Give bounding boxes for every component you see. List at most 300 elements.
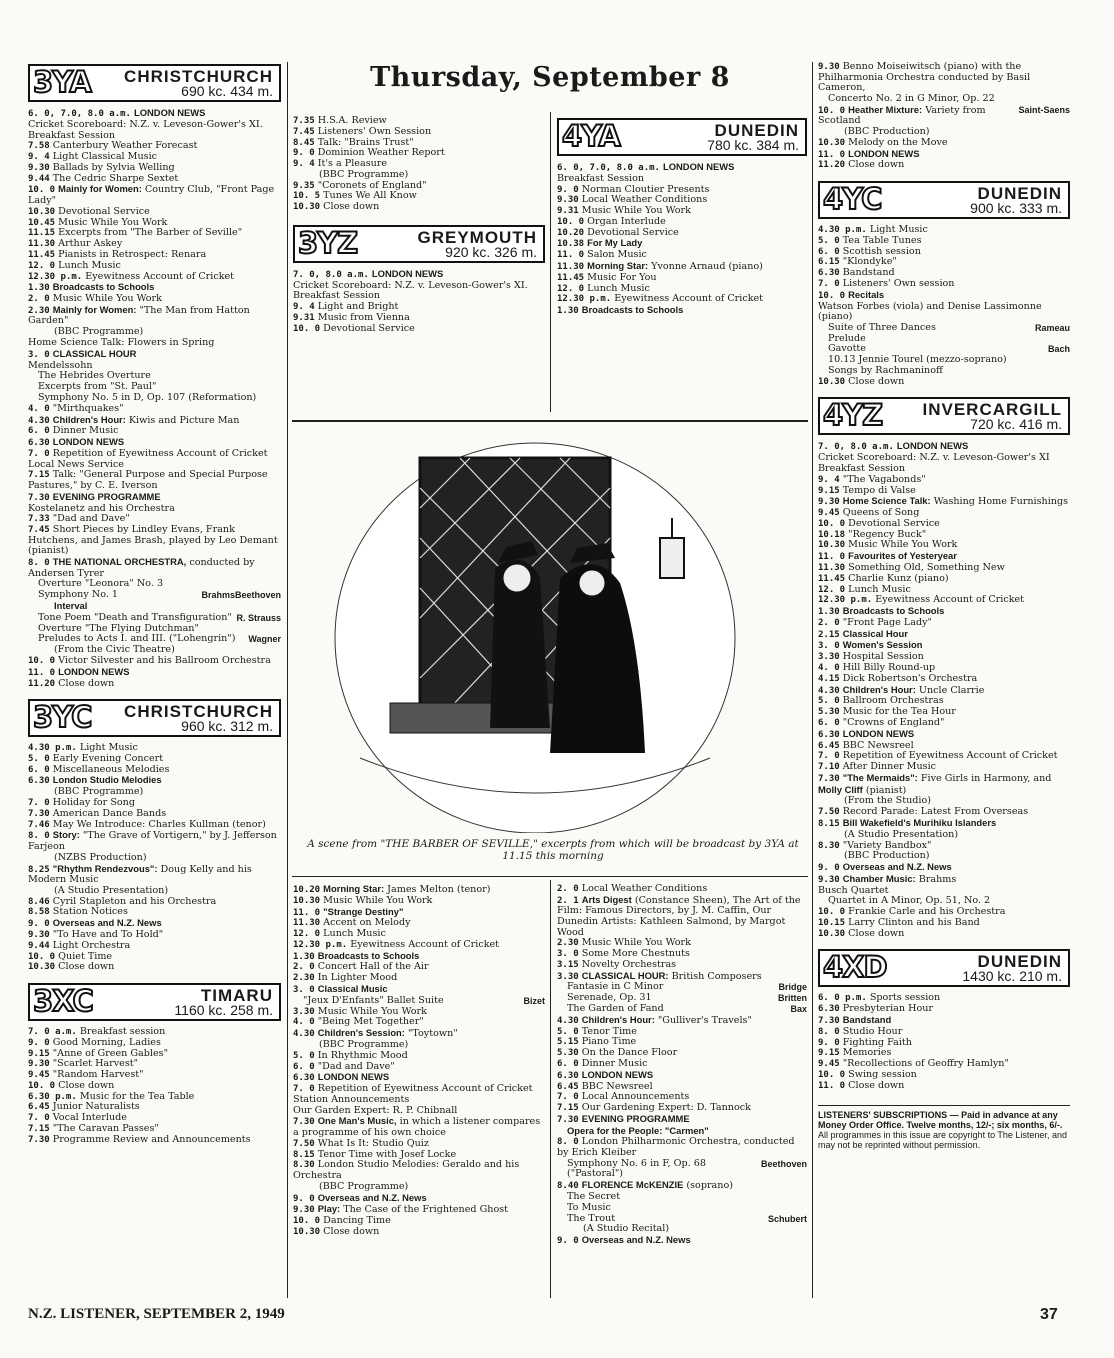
composer-credit: Britten [778,993,807,1004]
programme-time: 6.45 [557,1081,579,1092]
programme-text: Serenade, Op. 31 [567,992,652,1004]
programme-title: Broadcasts to Schools [317,949,420,961]
station-frequency: 900 kc. 333 m. [970,200,1062,217]
station-logo: 4XD [823,950,887,985]
programme-title: Bandstand [842,1013,892,1025]
programme-time: 6. 0 [557,1058,579,1069]
station-banner-3yc [28,699,281,737]
programme-time: 10.38 [557,239,585,250]
column-2-top [293,116,545,335]
programme-text: (From the Civic Theatre) [54,644,175,656]
programme-text: London Studio Melodies: Geraldo and his Orchestra [293,1159,520,1181]
programme-time: 5. 0 [818,696,840,707]
programme-entry [28,525,281,557]
schedule-4yz [818,441,1070,939]
programme-time: 11. 0 [818,1080,846,1091]
programme-time: 9. 4 [293,302,315,313]
programme-title: THE NATIONAL ORCHESTRA, [52,556,187,568]
programme-text: Talk: "Brains Trust" [317,136,414,148]
programme-text: Music for the Tea Hour [842,706,956,718]
programme-text: Watson Forbes (viola) and Denise Lassimonne (piano) [818,300,1042,323]
programme-time: 9.15 [28,1048,50,1059]
programme-text: "The Man from Hatton Garden" [28,304,250,327]
programme-text: Suite of Three Dances [828,321,936,333]
programme-time: 4.15 [818,673,840,684]
programme-time: 6.30 [818,729,840,740]
programme-time: 5. 0 [818,235,840,246]
programme-text: Arthur Askey [58,238,123,250]
programme-text: Music While You Work [323,894,433,906]
programme-text: Breakfast Session [28,129,116,141]
programme-time: 11.30 [28,239,56,250]
programme-time: 11.45 [818,573,846,584]
programme-time: 7.30 [28,1134,50,1145]
programme-time: 9.30 [28,162,50,173]
programme-title: Story: [52,829,80,841]
programme-title: Interval [54,600,88,612]
programme-title: LONDON NEWS [842,727,915,739]
programme-text: Music While You Work [581,205,691,217]
programme-text: Listeners' Own Session [317,125,432,137]
programme-title: LONDON NEWS [58,665,130,677]
programme-text: Quartet in A Minor, Op. 51, No. 2 [828,895,991,907]
programme-text: Tea Table Tunes [842,234,922,246]
programme-text: Symphony No. 6 in F, Op. 68 ("Pastoral") [567,1157,706,1180]
programme-time: 10.20 [293,885,321,895]
programme-text: What Is It: Studio Quiz [317,1137,429,1149]
programme-text: Eyewitness Account of Cricket [614,293,764,305]
station-banner-4ya [557,118,807,156]
programme-text: (BBC Programme) [54,326,144,338]
programme-time: 2.15 [818,629,840,640]
column-rule-2 [550,112,551,412]
programme-time: 5. 0 [293,1050,315,1061]
programme-text: Kostelanetz and his Orchestra [28,502,175,514]
programme-text: Local Weather Conditions [581,194,708,206]
programme-title: Overseas and N.Z. News [317,1191,427,1203]
programme-text: Busch Quartet [818,884,889,896]
programme-text: Fantasie in C Minor [567,981,664,993]
programme-text: (A Studio Recital) [583,1223,670,1235]
programme-text: Ballads by Sylvia Welling [52,161,175,173]
programme-text: Canterbury Weather Forecast [52,140,198,152]
programme-time: 10. 0 [818,1069,846,1080]
programme-time: 11. 0 [293,907,321,918]
footer-issue: N.Z. LISTENER, SEPTEMBER 2, 1949 [28,1306,285,1322]
programme-text: Close down [58,961,115,973]
programme-entry [557,1137,807,1158]
composer-credit: Brahms [201,590,235,601]
programme-text: American Dance Bands [52,807,167,819]
programme-time: 8.40 [557,1181,579,1192]
programme-text: Accent on Melody [323,917,411,929]
programme-time: 9. 0 [557,1236,579,1247]
station-logo: 3YA [33,65,91,99]
programme-time: 7.30 [293,1117,315,1128]
programme-time: 10.30 [28,206,56,217]
programme-text: "Regency Buck" [848,528,927,540]
page-headline: Thursday, September 8 [370,62,730,93]
programme-time: 6. 0 p.m. [818,993,867,1004]
programme-time: 9. 0 [818,863,840,874]
programme-time: 7.33 [28,514,50,525]
programme-text: Tone Poem "Death and Transfiguration" [38,611,232,623]
programme-text: In Lighter Mood [317,972,398,984]
programme-time: 7. 0 [818,278,840,289]
programme-text: Cricket Scoreboard: N.Z. v. Leveson-Gower's XI. [28,118,263,130]
programme-time: 8.30 [818,840,840,851]
programme-time: 3. 0 [818,641,840,652]
programme-time: 6. 0 [818,246,840,257]
programme-title: Women's Session [842,639,923,651]
programme-time: 9.44 [28,173,50,184]
programme-text: "Jeux D'Enfants" Ballet Suite [303,994,444,1006]
programme-time: 8. 0 [28,831,50,842]
programme-text: Gavotte [828,343,866,355]
programme-time: 9.30 [818,874,840,885]
programme-time: 7.15 [28,1123,50,1134]
programme-time: 11.30 [818,563,846,573]
programme-time: 5.30 [818,707,840,718]
programme-text: Listeners' Own session [842,277,955,289]
programme-time: 6.15 [818,257,840,268]
programme-time: 6.30 p.m. [28,1091,77,1102]
programme-title: "Strange Destiny" [323,905,404,917]
programme-time: 3. 0 [28,349,50,360]
programme-text: "The Caravan Passes" [52,1122,159,1134]
programme-text: Programme Review and Announcements [52,1133,251,1145]
programme-entry [28,679,281,690]
station-banner-4xd [818,949,1070,987]
programme-title: Recitals [848,288,885,300]
programme-entry [28,470,281,491]
programme-time: 9. 0 [28,919,50,930]
programme-time: 7.10 [818,762,840,773]
programme-text: (BBC Programme) [319,1180,409,1192]
programme-time: 7.30 [557,1114,579,1125]
programme-text: "Dad and Dave" [52,513,130,525]
programme-text: (A Studio Presentation) [54,884,169,896]
programme-time: 10.30 [293,895,321,906]
programme-text: Prelude [828,332,866,344]
programme-time: 10.18 [818,529,846,540]
programme-time: 9. 0 [557,184,579,195]
programme-text: Queens of Song [842,507,920,519]
programme-text: Close down [848,159,905,171]
programme-text: Breakfast session [79,1025,166,1037]
programme-title: For My Lady [587,237,643,249]
programme-entry [28,962,281,973]
programme-time: 4.30 [818,685,840,696]
programme-entry [557,305,807,317]
programme-text: Excerpts from "The Barber of Seville" [58,227,243,239]
programme-text: in which a listener compares a programme of his own choice [293,1116,541,1138]
programme-text: Close down [848,1079,905,1091]
station-frequency: 690 kc. 434 m. [181,83,273,99]
programme-text: Hospital Session [842,651,924,663]
column-rule-1 [287,62,288,1298]
station-city: DUNEDIN [977,184,1062,204]
programme-text: Melody on the Move [848,136,948,148]
programme-text: Presbyterian Hour [842,1003,933,1015]
programme-entry [557,1235,807,1247]
programme-time: 7. 0, 8.0 a.m. [818,442,894,453]
programme-time: 9.30 [818,497,840,508]
programme-text: Light Music [79,742,138,754]
programme-text: "To Have and To Hold" [52,929,164,940]
programme-text: Music While You Work [581,937,691,949]
programme-entry [28,830,281,852]
composer-credit: Bax [790,1004,807,1015]
programme-time: 12.30 p.m. [557,294,612,305]
programme-time: 9. 0 [818,1037,840,1048]
programme-title: LONDON NEWS [663,161,735,172]
programme-time: 9.35 [293,180,315,191]
programme-text: Variety from Scotland [818,104,986,127]
programme-time: 2. 0 [28,294,50,305]
programme-title: Overseas and N.Z. News [842,861,952,873]
programme-time: 7.45 [293,126,315,137]
programme-time: 7.15 [557,1103,579,1114]
programme-entry [557,895,807,938]
programme-title: Play: [317,1203,341,1215]
programme-time: 12.30 p.m. [293,939,348,950]
programme-text: Symphony No. 5 in D, Op. 107 (Reformation) [38,391,257,403]
page-number: 37 [1040,1306,1058,1323]
programme-text: Symphony No. 1 [38,589,119,601]
programme-time: 8.46 [28,896,50,907]
programme-time: 10.30 [293,1226,321,1237]
programme-time: 12. 0 [293,929,321,940]
programme-text: Organ Interlude [587,215,666,227]
programme-time: 1.30 [293,951,315,962]
programme-time: 10. 0 [293,1216,321,1227]
programme-text: Breakfast Session [557,172,645,184]
programme-text: Tenor Time with Josef Locke [317,1148,457,1160]
programme-time: 10. 0 [28,185,56,196]
programme-time: 9.45 [818,508,840,519]
programme-time: 7. 0 [557,1092,579,1103]
station-logo: 4YZ [823,398,883,433]
station-banner-3ya [28,64,281,102]
programme-text: Quiet Time [58,950,113,962]
programme-time: 10. 0 [293,323,321,334]
programme-text: Benno Moiseiwitsch (piano) with the Philharmonia Orchestra conducted by Basil Cameron, [818,61,1031,94]
programme-time: 2. 0 [557,884,579,894]
programme-text: James Melton (tenor) [387,884,491,895]
programme-text: Dinner Music [52,425,119,437]
programme-time: 11.45 [28,249,56,260]
programme-text: (A Studio Presentation) [844,828,959,840]
programme-text: Songs by Rachmaninoff [828,365,943,377]
station-frequency: 780 kc. 384 m. [707,137,799,153]
programme-text: Repetition of Eyewitness Account of Cricket [52,447,268,459]
programme-text: Doug Kelly and his Modern Music [28,863,252,886]
programme-text: Music While You Work [58,216,168,228]
programme-text: Station Notices [52,906,128,918]
programme-time: 9.30 [28,930,50,940]
programme-text: H.S.A. Review [317,115,387,126]
programme-title: "Rhythm Rendezvous": [52,862,158,874]
programme-time: 11.45 [557,272,585,283]
schedule-3ya-evening [293,116,545,213]
column-1 [28,62,281,1146]
programme-text: Country Club, "Front Page Lady" [28,184,275,207]
programme-text: Eyewitness Account of Cricket [350,938,500,950]
programme-text: Music from Vienna [317,311,410,323]
programme-text: Lunch Music [58,259,121,271]
programme-entry [28,557,281,579]
programme-title: Children's Session: [317,1027,405,1039]
programme-text: Uncle Clarrie [918,684,985,696]
station-city: CHRISTCHURCH [124,67,273,86]
station-logo: 4YC [823,182,882,217]
programme-time: 11.20 [818,160,846,171]
programme-time: 10.30 [818,928,846,939]
station-frequency: 1430 kc. 210 m. [962,968,1062,985]
programme-text: Eyewitness Account of Cricket [85,270,235,282]
programme-title: CLASSICAL HOUR [52,347,137,359]
composer-credit: Saint-Saens [1018,104,1070,115]
programme-time: 10. 0 [28,655,56,666]
programme-text: Salon Music [587,249,647,261]
programme-time: 12.30 p.m. [28,271,83,282]
programme-text: The Case of the Frightened Ghost [343,1204,508,1216]
programme-text: Talk: "General Purpose and Special Purpose Pastures," by C. E. Iverson [28,469,268,491]
programme-entry [293,324,545,335]
station-frequency: 920 kc. 326 m. [445,243,537,260]
programme-text: Dick Robertson's Orchestra [842,672,978,684]
programme-title: One Man's Music, [317,1115,397,1127]
programme-text: Ballroom Orchestras [842,695,944,707]
programme-text: Victor Silvester and his Ballroom Orchestra [58,654,271,666]
programme-text: Short Pieces by Lindley Evans, Frank Hutchens, and James Brash, played by Leo Demant (pianist) [28,524,278,557]
composer-credit: Bach [1047,344,1070,355]
programme-time: 7.30 [28,808,50,819]
programme-text: Tunes We All Know [323,190,417,202]
programme-text: Lunch Music [848,583,911,595]
programme-entry [818,160,1070,171]
programme-title: EVENING PROGRAMME [52,490,161,502]
programme-time: 3. 0 [293,985,315,996]
column-4 [818,62,1070,1150]
programme-title: Overseas and N.Z. News [581,1234,691,1246]
programme-time: 10.30 [293,202,321,213]
programme-time: 9. 0 [293,1193,315,1204]
programme-text: Pianists in Retrospect: Renara [58,248,207,260]
programme-time: 7. 0 [28,798,50,808]
programme-text: "The Vagabonds" [842,473,926,485]
programme-text: On the Dance Floor [581,1047,678,1059]
programme-time: 2. 0 [293,962,315,973]
programme-text: Scottish session [842,245,921,257]
programme-title: London Studio Melodies [52,774,162,786]
programme-title: "The Mermaids": [842,771,918,783]
programme-time: 4.30 [293,1029,315,1040]
programme-time: 10. 0 [818,105,846,116]
programme-time: 2. 1 [557,895,579,906]
programme-title: Broadcasts to Schools [581,304,684,316]
programme-time: 9.15 [818,485,840,496]
programme-title: FLORENCE McKENZIE [581,1179,684,1191]
programme-time: 6. 0 [293,1061,315,1072]
programme-text: "Random Harvest" [52,1069,144,1081]
programme-text: "Scarlet Harvest" [52,1058,139,1070]
programme-time: 10. 0 [818,907,846,918]
programme-text: Memories [842,1047,892,1059]
programme-time: 9.30 [28,1059,50,1070]
programme-text: Yvonne Arnaud (piano) [651,261,763,273]
programme-time: 7.46 [28,819,50,830]
programme-time: 8.15 [293,1149,315,1160]
programme-text: Studio Hour [842,1025,903,1037]
station-frequency: 960 kc. 312 m. [181,718,273,735]
programme-text: Sports session [869,992,941,1004]
programme-time: 7.15 [28,470,50,481]
column-2-bottom [293,884,545,1238]
programme-text: Eyewitness Account of Cricket [875,594,1025,606]
programme-text: (pianist) [865,784,907,796]
programme-text: Holiday for Song [52,797,135,808]
programme-time: 10. 0 [28,951,56,962]
composer-credit: R. Strauss [236,612,281,623]
programme-time: 7.30 [28,492,50,503]
programme-text: London Philharmonic Orchestra, conducted by Erich Kleiber [557,1136,795,1158]
programme-title: Morning Star: [323,883,385,894]
subscription-text: LISTENERS' SUBSCRIPTIONS — Paid in advance at any Money Order Office. Twelve months, 12/-; six months, 6/-. [818,1110,1063,1131]
programme-entry [818,929,1070,940]
programme-title: LONDON NEWS [134,107,206,118]
programme-time: 8. 0 [557,1137,579,1148]
programme-text: "Variety Bandbox" [842,839,932,851]
programme-entry [818,1081,1070,1092]
programme-time: 11. 0 [28,667,56,678]
programme-text: "Front Page Lady" [842,616,932,628]
programme-text: Local News Service [28,458,124,470]
programme-time: 8. 0 [28,558,50,569]
programme-time: 10. 0 [557,216,585,227]
programme-time: 6. 0 [818,717,840,728]
programme-text: "Gulliver's Travels" [657,1014,752,1026]
programme-text: Hill Billy Round-up [842,662,936,674]
programme-text: Excerpts from "St. Paul" [38,381,157,393]
programme-title: Arts Digest [581,893,632,905]
programme-text: After Dinner Music [842,761,937,773]
programme-text: Dinner Music [581,1057,648,1069]
programme-time: 6.30 [28,438,50,449]
programme-time: 9. 4 [293,159,315,170]
programme-text: Music For You [587,271,657,283]
programme-text: 10.13 Jennie Tourel (mezzo-soprano) [828,354,1007,366]
composer-credit: Beethoven [760,1158,807,1169]
programme-entry [557,1159,807,1180]
programme-entry [28,864,281,886]
programme-time: 9.30 [818,62,840,72]
programme-text: Concert Hall of the Air [317,961,429,973]
column-3-top [557,116,807,317]
programme-title: EVENING PROGRAMME [581,1112,690,1124]
programme-title: Heather Mixture: [848,103,923,115]
station-banner-4yz [818,397,1070,435]
programme-time: 6.30 [293,1073,315,1084]
subscription-notice [818,1105,1070,1150]
programme-time: 9.31 [293,312,315,323]
programme-text: Light Orchestra [52,939,131,951]
programme-text: It's a Pleasure [317,158,388,170]
programme-text: conducted by Andersen Tyrer [28,557,255,579]
programme-time: 12.30 p.m. [818,595,873,606]
programme-time: 5. 0 [557,1026,579,1037]
